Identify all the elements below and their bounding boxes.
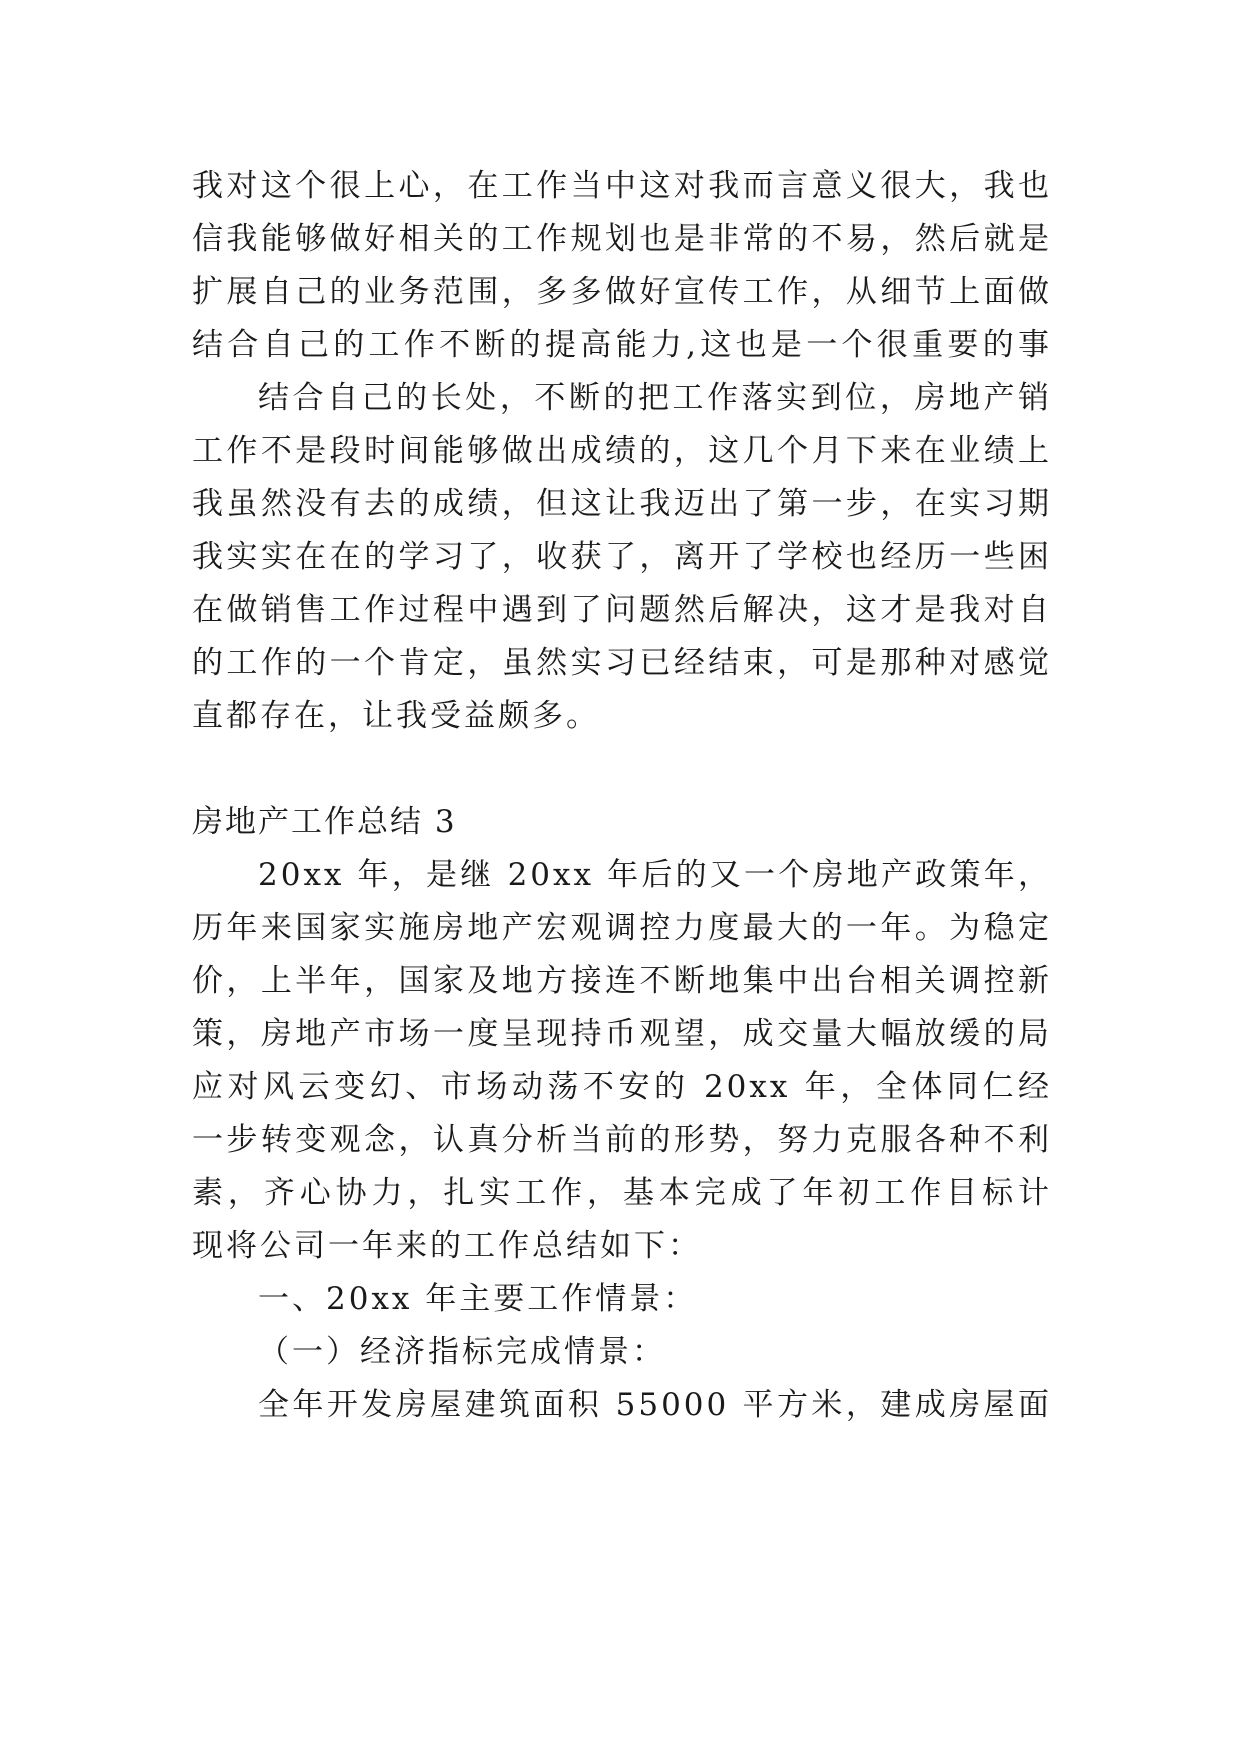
paragraph-gap [192, 743, 1052, 796]
text-line: 我对这个很上心，在工作当中这对我而言意义很大，我也 [192, 168, 1052, 204]
text-line: 我实实在在的学习了，收获了，离开了学校也经历一些困 [192, 539, 1052, 575]
text-line: 工作不是段时间能够做出成绩的，这几个月下来在业绩上 [192, 433, 1052, 469]
text-line: 素，齐心协力，扎实工作，基本完成了年初工作目标计 [192, 1175, 1052, 1211]
text-line: 的工作的一个肯定，虽然实习已经结束，可是那种对感觉 [192, 645, 1052, 681]
text-line: 信我能够做好相关的工作规划也是非常的不易，然后就是 [192, 221, 1052, 257]
text-line: 在做销售工作过程中遇到了问题然后解决，这才是我对自 [192, 592, 1052, 628]
paragraph-overview [192, 849, 1052, 1273]
text-line: 现将公司一年来的工作总结如下： [192, 1228, 702, 1264]
list-item-economic-indicators: （一）经济指标完成情景： [258, 1334, 666, 1370]
text-line: 扩展自己的业务范围，多多做好宣传工作，从细节上面做 [192, 274, 1052, 310]
paragraph-intro [192, 160, 1052, 372]
text-line: 价，上半年，国家及地方接连不断地集中出台相关调控新 [192, 963, 1052, 999]
text-line: 结合自己的工作不断的提高能力,这也是一个很重要的事 [192, 327, 1052, 363]
text-line: 结合自己的长处，不断的把工作落实到位，房地产销 [258, 380, 1052, 416]
document-body [192, 160, 1052, 1432]
text-line: 直都存在，让我受益颇多。 [192, 698, 600, 734]
text-line: 应对风云变幻、市场动荡不安的 20xx 年，全体同仁经 [192, 1069, 1052, 1105]
paragraph-strengths [192, 372, 1052, 743]
section-heading: 房地产工作总结 3 [192, 804, 457, 840]
list-item-main-work: 一、20xx 年主要工作情景： [258, 1281, 698, 1317]
text-line: 20xx 年，是继 20xx 年后的又一个房地产政策年， [258, 857, 1052, 893]
text-line: 一步转变观念，认真分析当前的形势，努力克服各种不利 [192, 1122, 1052, 1158]
text-line: 历年来国家实施房地产宏观调控力度最大的一年。为稳定 [192, 910, 1052, 946]
text-line: 全年开发房屋建筑面积 55000 平方米，建成房屋面 [258, 1387, 1052, 1423]
text-line: 我虽然没有去的成绩，但这让我迈出了第一步，在实习期 [192, 486, 1052, 522]
text-line: 策，房地产市场一度呈现持币观望，成交量大幅放缓的局 [192, 1016, 1052, 1052]
